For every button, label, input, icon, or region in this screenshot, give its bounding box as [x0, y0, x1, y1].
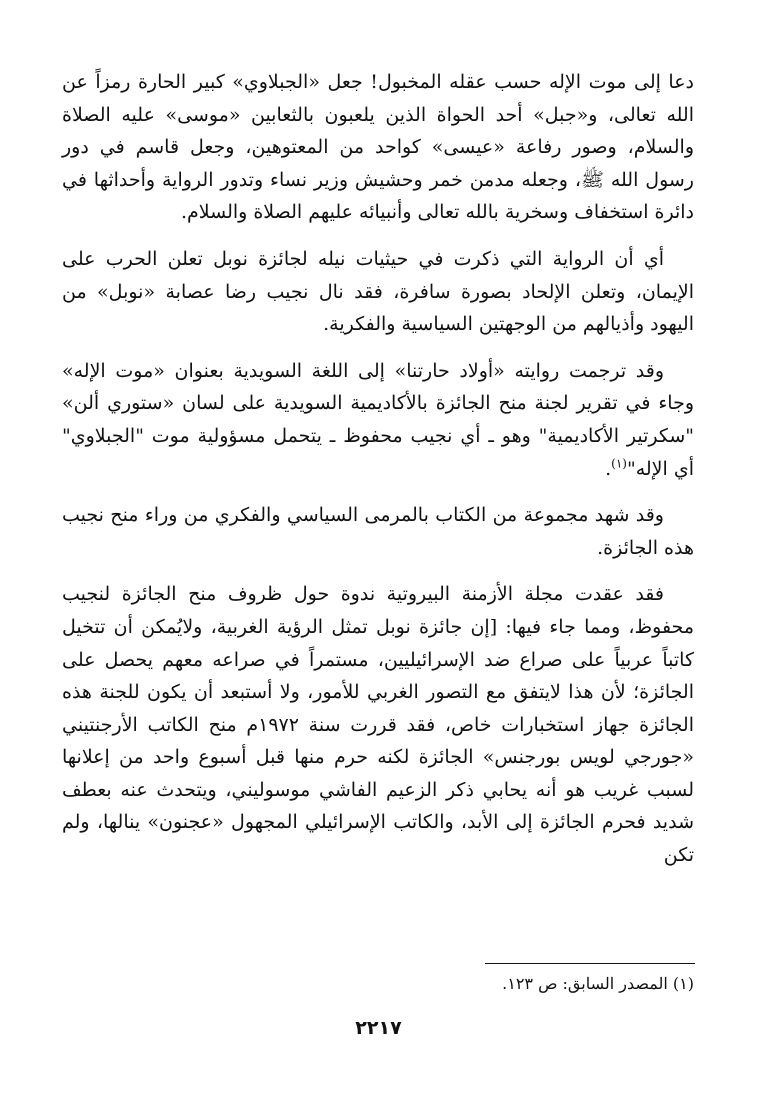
footnote-reference[interactable]: (١)	[611, 456, 627, 471]
paragraph-4: وقد شهد مجموعة من الكتاب بالمرمى السياسي والفكري من وراء منح نجيب هذه الجائزة.	[62, 504, 694, 559]
document-body	[62, 66, 694, 886]
paragraph-2: أي أن الرواية التي ذكرت في حيثيات نيله لجائزة نوبل تعلن الحرب على الإيمان، وتعلن الإلحاد بصورة سافرة، فقد نال نجيب رضا عصابة «نوبل» من اليهود وأذيالهم من الوجهتين السياسية والفكرية.	[62, 247, 694, 336]
paragraph-3	[62, 355, 694, 485]
paragraph-3-text: وقد ترجمت روايته «أولاد حارتنا» إلى اللغة السويدية بعنوان «موت الإله» وجاء في تقرير لجنة منح الجائزة بالأكاديمية السويدية على لسان «ستوري ألن» "سكرتير الأكاديمية" وهو ـ أي نجيب محفوظ ـ يتحمل مسؤولية موت "الجبلاوي" أي الإله"	[62, 359, 694, 480]
paragraph-3-end: .	[605, 457, 612, 480]
footnote: (١) المصدر السابق: ص ١٢٣.	[502, 974, 694, 993]
paragraph-1: دعا إلى موت الإله حسب عقله المخبول! جعل «الجبلاوي» كبير الحارة رمزاً عن الله تعالى، و«جبل» أحد الحواة الذين يلعبون بالثعابين «موسى» عليه الصلاة والسلام، وصور رفاعة «عيسى» كواحد من المعتوهين، وجعل قاسم في دور رسول الله ﷺ، وجعله مدمن خمر وحشيش وزير نساء وتدور الرواية وأحداثها في دائرة استخفاف وسخرية بالله تعالى وأنبيائه عليهم الصلاة والسلام.	[62, 71, 694, 224]
paragraph-5: فقد عقدت مجلة الأزمنة البيروتية ندوة حول ظروف منح الجائزة لنجيب محفوظ، ومما جاء فيها: [إن جائزة نوبل تمثل الرؤية الغربية، ولايُمكن أن تتخيل كاتباً عربياً على صراع ضد الإسرائيليين، مستمراً في صراعه معهم يحصل على الجائزة؛ لأن هذا لايتفق مع التصور الغربي للأمور، ولا أستبعد أن يكون للجنة هذه الجائزة جهاز استخبارات خاص، فقد قررت سنة ١٩٧٢م منح الكاتب الأرجنتيني «جورجي لويس بورجنس» الجائزة لكنه حرم منها قبل أسبوع واحد من إعلانها لسبب غريب هو أنه يحابي ذكر الزعيم الفاشي موسوليني، ويتحدث عنه بعطف شديد فحرم الجائزة إلى الأبد، والكاتب الإسرائيلي المجهول «عجنون» ينالها، ولم تكن	[62, 583, 694, 867]
footnote-divider	[485, 963, 695, 964]
page-number: ٢٢١٧	[355, 1017, 402, 1039]
